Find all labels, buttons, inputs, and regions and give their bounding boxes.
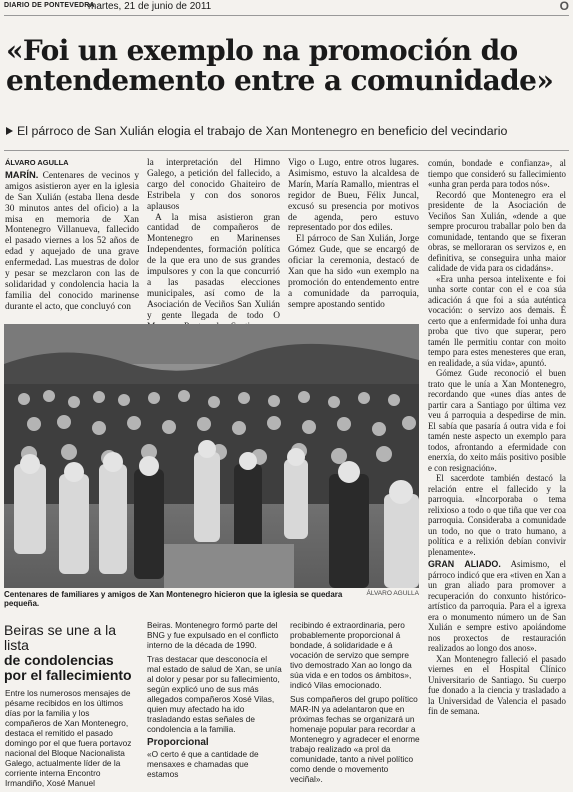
crowd-photo — [4, 324, 419, 588]
article-paragraph: Vigo o Lugo, entre otros lugares. Asimismo, estuvo la alcaldesa de Marín, María Ramallo, mientras el regidor de Bueu, Félix Juncal, excusó su presencia por motivos de agenda, pero estuvo representado por dos ediles. — [288, 158, 419, 234]
masthead — [4, 1, 569, 16]
sidebar-paragraph: «O certo é que a cantidade de mensaxes e chamadas que estamos — [147, 749, 259, 779]
page-letter: O — [559, 0, 569, 13]
article-paragraph: la interpretación del Himno Galego, a petición del fallecido, a cargo del conocido Ghaiteiro de Estribela y con dos sonoros aplausos — [147, 158, 280, 212]
sidebar-paragraph: Entre los numerosos mensajes de pésame recibidos en los últimos días por la familia y los compañeros de Xan Montenegro, destaca el remitido el pasado domingo por el que fuera portavoz nacional del Bloque Nacionalista Galego, actualmente líder de la corriente interna Encontro Irmandiño, Xosé Manuel — [5, 688, 132, 788]
sidebar-paragraph: Sus compañeros del grupo político MAR-IN ya adelantaron que en próximas fechas se organizará un homenaje popular para recordar a Montenegro y agradecer el enorme trabajo realizado «a prol da comunidade, tanto a nivel político como dende o movemento veciñal». — [290, 694, 420, 784]
article-paragraph: Recordó que Montenegro era el presidente de la Asociación de Veciños San Xulián, «dende a que sempre procurou traballar polo ben da comunidade, tentando que se fixeran obras, se melloraran os servizos e, en definitiva, se conseguira unha maior calidade de vida para os cidadáns». — [428, 189, 566, 273]
photo-caption — [4, 590, 419, 608]
article-paragraph: El sacerdote también destacó la relación entre el fallecido y la parroquia. «Incorporaba o tema relixioso a todo o que tiña que ver coa parroquia. Consideraba a comunidade un todo, no que o trato humano, a política e a relixión debían convivir plenamente». — [428, 473, 566, 557]
article-paragraph: El párroco de San Xulián, Jorge Gómez Gude, que se encargó de oficiar la ceremonia, destacó de Xan que ha sido «un exemplo na promoción do entendemento entre a comunidade da parroquia, sempre apostando sentido — [288, 234, 419, 310]
article-paragraph: Centenares de vecinos y amigos asistieron ayer en la iglesia de San Xulián (estaba llena desde 30 minutos antes del oficio) a la misa en memoria de Xan Montenegro Villanueva, fallecido el pasado viernes a los 52 años de edad y aquejado de una grave enfermedad. Las muestras de dolor y pesar se mezclaron con las de solidaridad y condolencia hacia la familia del conocido marinense durante el acto, que concluyó con — [5, 170, 140, 312]
sidebar-column-3 — [290, 620, 420, 788]
article-paragraph: «Era unha persoa intelixente e foi unha sorte contar con el e coa súa adicación á que foi a súa auténtica vocación: o servizo aos demais. É certo que a enfermidade foi unha dura proba que tivo que superar, pero tamén lle permitiu contar con moito tempo para estes menesteres que eran, en realidade, a súa vida», apuntó. — [428, 273, 566, 368]
sidebar-title — [4, 623, 139, 683]
sidebar-subhead: Proporcional — [147, 737, 209, 748]
article-column-4 — [428, 158, 566, 717]
sidebar-paragraph: recibindo é extraordinaria, pero probablemente proporcional á bondade, á solidaridade e á vocación de servizo que sempre tivo demostrado Xan ao longo da súa vida e en todos os ámbitos», indicó Vilas emocionado. — [290, 620, 412, 690]
subheadline-text: El párroco de San Xulián elogia el trabajo de Xan Montenegro en beneficio del vecindario — [17, 124, 508, 138]
photo-caption-text: Centenares de familiares y amigos de Xan Montenegro hicieron que la iglesia se quedara pequeña. — [4, 590, 343, 608]
sidebar-paragraph: Beiras. Montenegro formó parte del BNG y fue expulsado en el conflicto interno de la década de 1990. — [147, 620, 279, 650]
section-lead: GRAN ALIADO. — [428, 559, 501, 569]
crowd-photo-image — [4, 324, 419, 588]
divider — [4, 150, 569, 151]
byline: ÁLVARO AGULLA — [5, 158, 69, 167]
article-column-3 — [288, 158, 419, 311]
sidebar-title-light: Beiras se une a la lista — [4, 622, 117, 653]
publication-name: DIARIO DE PONTEVEDRA — [4, 2, 95, 9]
photo-credit: ÁLVARO AGULLA — [366, 590, 419, 597]
article-paragraph: Xan Montenegro falleció el pasado viernes en el Hospital Clínico Universitario de Santiago. Su cuerpo fue donado a la ciencia y trasladado a la Universidad de Valencia el pasado fin de semana. — [428, 653, 566, 716]
sidebar-column-1 — [5, 688, 136, 792]
article-paragraph: Asimismo, el párroco indicó que era «tiven en Xan a un gran aliado para promover a recuperación do conxunto histórico-artístico da parroquia. Para el a igrexa era o monumento número un de San Xulián e sempre estivo apoiándome nos proxectos de restauración realizados ao longo dos anos». — [428, 559, 566, 653]
dateline: MARÍN. — [5, 168, 39, 180]
article-paragraph: Gómez Gude reconoció el buen trato que le unía a Xan Montenegro, recordando que «unes días antes de partir cara a Santiago por última vez veu á parroquia a despedirse de min. El sabía que pasaría á outra vida e foi tamén neste aspecto un exemplo para todos, afrontando a efermidade con enerxía, do xeito máis positivo posible e con resignación». — [428, 368, 566, 473]
sidebar-paragraph: Tras destacar que desconocía el mal estado de salud de Xan, se unía al dolor y pesar por su fallecimiento, según explicó uno de sus más allegados compañeros Xosé Vilas, quien muy afectado ha ido trasladando estas señales de condolencia a la familia. — [147, 654, 282, 734]
subheadline — [6, 124, 566, 138]
publication-date: martes, 21 de junio de 2011 — [88, 1, 212, 12]
article-paragraph: A la misa asistieron gran cantidad de compañeros de Montenegro en Marinenses Independentes, formación política de la que era uno de sus grandes impulsores y con la que concurrió a las pasadas elecciones municipales, así como de la Asociación de Veciños San Xulián y gente llegada de todo O — [147, 212, 280, 321]
article-column-2 — [147, 158, 280, 333]
triangle-bullet-icon — [6, 127, 13, 135]
article-paragraph: común, bondade e confianza», al tiempo que consideró su fallecimiento «unha gran perda para todos nós». — [428, 158, 566, 189]
sidebar-title-bold: de condolencias por el fallecimiento — [4, 652, 132, 683]
sidebar-column-2 — [147, 620, 282, 783]
headline: «Foi un exemplo na promoción do entendemento entre a comunidade» — [6, 34, 554, 97]
article-column-1 — [5, 158, 139, 313]
